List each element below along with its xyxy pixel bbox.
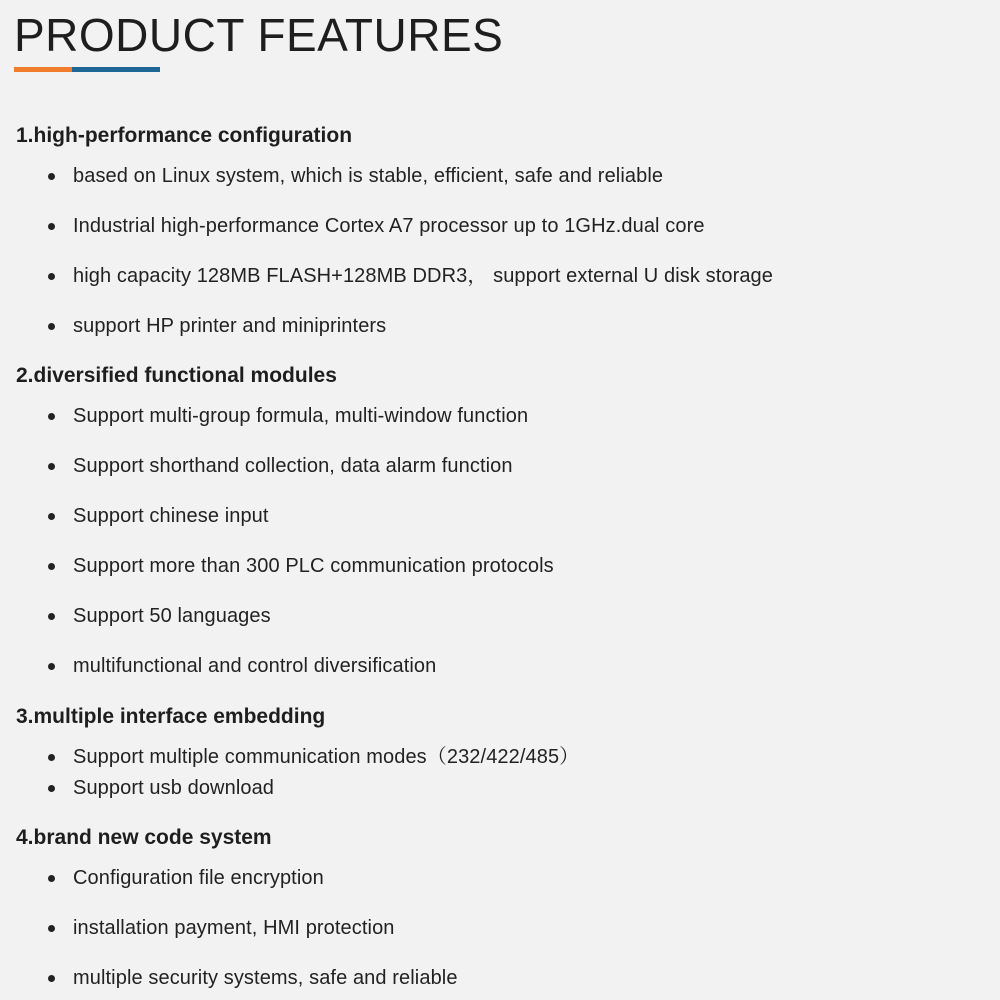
bullet-dot-icon <box>48 875 55 882</box>
list-item-text: Support 50 languages <box>73 605 271 627</box>
bullet-dot-icon <box>48 613 55 620</box>
section-heading-1: 1.high-performance configuration <box>16 124 353 147</box>
section-heading-4: 4.brand new code system <box>16 826 272 849</box>
list-item <box>48 163 663 189</box>
bullet-dot-icon <box>48 463 55 470</box>
list-item-text: Support multi-group formula, multi-window function <box>73 405 529 427</box>
list-item <box>48 313 386 339</box>
list-item <box>48 213 705 239</box>
list-item-text: high capacity 128MB FLASH+128MB DDR3， support external U disk storage <box>73 265 774 287</box>
list-item-text: multifunctional and control diversification <box>73 655 437 677</box>
list-item-text: Support more than 300 PLC communication protocols <box>73 555 554 577</box>
bullet-dot-icon <box>48 513 55 520</box>
bullet-dot-icon <box>48 413 55 420</box>
list-item <box>48 653 436 679</box>
page-title: PRODUCT FEATURES <box>14 9 504 61</box>
underline-blue-segment <box>72 67 160 72</box>
list-item <box>48 553 554 579</box>
list-item <box>48 865 324 891</box>
list-item-text: Industrial high-performance Cortex A7 processor up to 1GHz.dual core <box>73 215 705 237</box>
bullet-dot-icon <box>48 663 55 670</box>
list-item-text: Support usb download <box>73 777 275 799</box>
bullet-dot-icon <box>48 925 55 932</box>
list-item-text: based on Linux system, which is stable, efficient, safe and reliable <box>73 165 664 187</box>
list-item <box>48 775 274 801</box>
bullet-dot-icon <box>48 785 55 792</box>
list-item <box>48 744 579 770</box>
bullet-dot-icon <box>48 173 55 180</box>
list-item <box>48 603 271 629</box>
list-item <box>48 403 528 429</box>
underline-orange-segment <box>14 67 72 72</box>
bullet-dot-icon <box>48 323 55 330</box>
bullet-dot-icon <box>48 223 55 230</box>
list-item <box>48 503 269 529</box>
bullet-dot-icon <box>48 754 55 761</box>
list-item-text: installation payment, HMI protection <box>73 917 395 939</box>
bullet-dot-icon <box>48 975 55 982</box>
list-item-text: Support shorthand collection, data alarm function <box>73 455 513 477</box>
bullet-dot-icon <box>48 273 55 280</box>
list-item <box>48 915 395 941</box>
section-heading-2: 2.diversified functional modules <box>16 364 337 387</box>
list-item-text: Support multiple communication modes（232/422/485） <box>73 746 580 768</box>
list-item-text: Support chinese input <box>73 505 269 527</box>
list-item <box>48 965 458 991</box>
list-item-text: multiple security systems, safe and reliable <box>73 967 458 989</box>
list-item <box>48 263 773 289</box>
bullet-dot-icon <box>48 563 55 570</box>
list-item <box>48 453 513 479</box>
title-underline <box>14 67 160 72</box>
section-heading-3: 3.multiple interface embedding <box>16 705 326 728</box>
list-item-text: Configuration file encryption <box>73 867 324 889</box>
list-item-text: support HP printer and miniprinters <box>73 315 387 337</box>
